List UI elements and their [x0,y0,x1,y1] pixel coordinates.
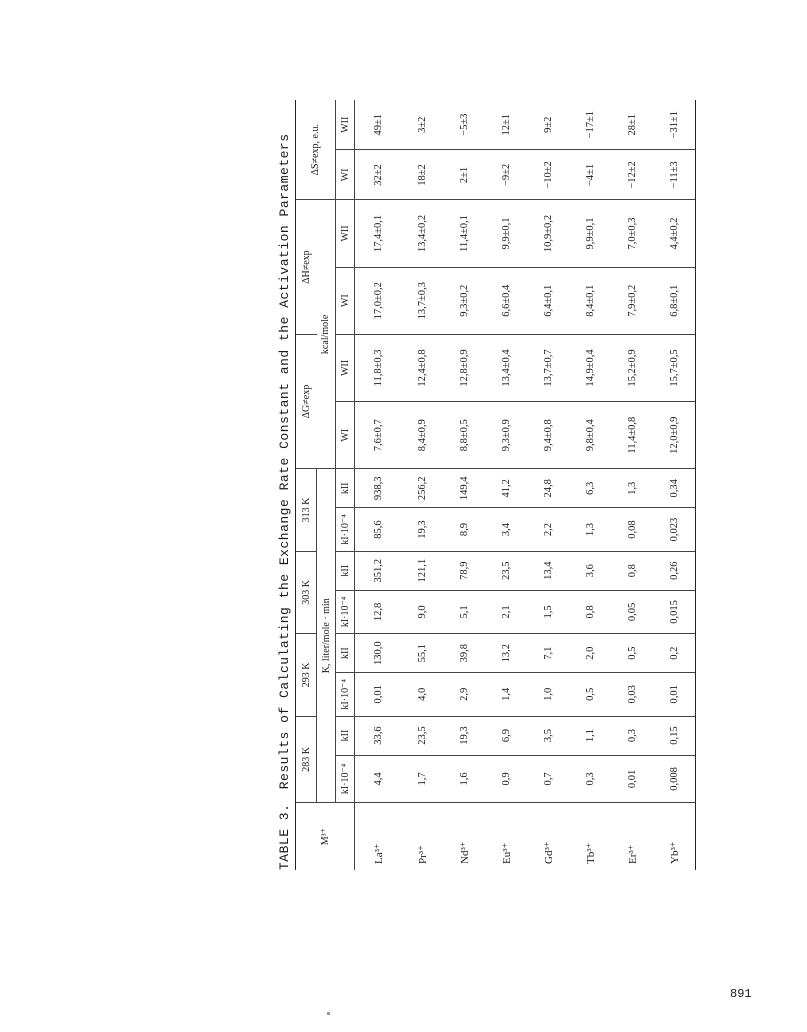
value-cell: 0,05 [611,590,653,633]
value-cell: 8,4±0,9 [401,402,443,469]
value-cell: 6,4±0,1 [527,267,569,334]
value-cell: 0,08 [611,508,653,551]
value-cell: 1,7 [401,755,443,803]
kcal-unit-header: kcal/mole [317,200,336,469]
table-label: TABLE 3. [277,803,292,870]
value-cell: 12,8±0,9 [443,334,485,401]
temp-header: 303 K [296,551,317,633]
scan-speck [327,1012,330,1015]
value-cell: 55,1 [401,634,443,673]
value-cell: 0,5 [611,634,653,673]
value-cell: −17±1 [569,100,611,150]
value-cell: 17,0±0,2 [355,267,402,334]
value-cell: 8,8±0,5 [443,402,485,469]
wi-header: WI [336,267,355,334]
ion-cell: Er³⁺ [626,844,639,864]
table-row [355,100,402,870]
value-cell: 2±1 [443,150,485,200]
value-cell: 12,0±0,9 [653,402,696,469]
value-cell: 7,6±0,7 [355,402,402,469]
value-cell: 6,9 [485,716,527,755]
value-cell: −12±2 [611,150,653,200]
ki-header: kI·10⁻⁴ [336,755,355,803]
table-row [527,100,569,870]
value-cell: 12,8 [355,590,402,633]
wi-header: WI [336,402,355,469]
temp-header: 293 K [296,634,317,716]
value-cell: 39,8 [443,634,485,673]
value-cell: 4,4±0,2 [653,200,696,267]
value-cell: 0,008 [653,755,696,803]
value-cell: 3,4 [485,508,527,551]
ion-cell: Tb³⁺ [584,842,597,864]
value-cell: 121,1 [401,551,443,590]
kii-header: kII [336,469,355,508]
wii-header: WII [336,334,355,401]
ion-header: M³⁺ [296,803,355,870]
value-cell: 149,4 [443,469,485,508]
value-cell: 13,4±0,4 [485,334,527,401]
value-cell: 0,34 [653,469,696,508]
value-cell: 2,0 [569,634,611,673]
table-body [355,100,696,870]
kii-header: kII [336,634,355,673]
value-cell: 9,3±0,9 [485,402,527,469]
table-row [443,100,485,870]
ion-cell: Eu³⁺ [500,842,513,864]
value-cell: 15,7±0,5 [653,334,696,401]
value-cell: −31±1 [653,100,696,150]
value-cell: 13,4±0,2 [401,200,443,267]
value-cell: 0,15 [653,716,696,755]
value-cell: 19,3 [443,716,485,755]
value-cell: 0,3 [569,755,611,803]
value-cell: 9,3±0,2 [443,267,485,334]
ion-cell: Pr³⁺ [416,845,429,864]
value-cell: 19,3 [401,508,443,551]
value-cell: 10,9±0,2 [527,200,569,267]
value-cell: 9,0 [401,590,443,633]
value-cell: 130,0 [355,634,402,673]
wi-header: WI [336,150,355,200]
value-cell: −9±2 [485,150,527,200]
value-cell: 5,1 [443,590,485,633]
value-cell: 23,5 [485,551,527,590]
value-cell: 0,3 [611,716,653,755]
value-cell: 24,8 [527,469,569,508]
value-cell: 4,4 [355,755,402,803]
wii-header: WII [336,100,355,150]
value-cell: 9±2 [527,100,569,150]
value-cell: 0,26 [653,551,696,590]
value-cell: 11,8±0,3 [355,334,402,401]
value-cell: 12±1 [485,100,527,150]
table-row [569,100,611,870]
value-cell: 0,01 [653,673,696,716]
value-cell: 0,8 [569,590,611,633]
results-table [295,100,696,870]
ki-header: kI·10⁻⁴ [336,508,355,551]
value-cell: 32±2 [355,150,402,200]
value-cell: 7,0±0,3 [611,200,653,267]
value-cell: 0,2 [653,634,696,673]
value-cell: 0,023 [653,508,696,551]
value-cell: 13,4 [527,551,569,590]
k-unit-header: K, liter/mole · min [317,469,336,803]
value-cell: 938,3 [355,469,402,508]
value-cell: 11,4±0,1 [443,200,485,267]
value-cell: 13,7±0,3 [401,267,443,334]
ds-header: ΔS≠exp, e.u. [296,100,336,200]
ki-header: kI·10⁻⁴ [336,673,355,716]
value-cell: 1,4 [485,673,527,716]
ion-cell: La³⁺ [355,803,402,870]
value-cell: 351,2 [355,551,402,590]
value-cell: 1,1 [569,716,611,755]
value-cell: 23,5 [401,716,443,755]
value-cell: 0,01 [355,673,402,716]
value-cell: 2,9 [443,673,485,716]
value-cell: 7,9±0,2 [611,267,653,334]
value-cell: 4,0 [401,673,443,716]
value-cell: 8,4±0,1 [569,267,611,334]
value-cell: 13,2 [485,634,527,673]
value-cell: 3±2 [401,100,443,150]
table-row [401,100,443,870]
kii-header: kII [336,551,355,590]
ion-cell: Yb³⁺ [653,803,696,870]
temp-header: 283 K [296,716,317,803]
temp-header: 313 K [296,469,317,551]
kii-header: kII [336,716,355,755]
value-cell: 18±2 [401,150,443,200]
value-cell: 0,5 [569,673,611,716]
value-cell: 6,6±0,4 [485,267,527,334]
value-cell: 3,5 [527,716,569,755]
wii-header: WII [336,200,355,267]
value-cell: 85,6 [355,508,402,551]
value-cell: 28±1 [611,100,653,150]
value-cell: 3,6 [569,551,611,590]
value-cell: 11,4±0,8 [611,402,653,469]
value-cell: 0,015 [653,590,696,633]
value-cell: 41,2 [485,469,527,508]
value-cell: 256,2 [401,469,443,508]
rotated-table-block [275,100,807,870]
ki-header: kI·10⁻⁴ [336,590,355,633]
value-cell: 78,9 [443,551,485,590]
value-cell: 1,3 [611,469,653,508]
value-cell: 13,7±0,7 [527,334,569,401]
value-cell: 2,1 [485,590,527,633]
value-cell: 9,9±0,1 [485,200,527,267]
value-cell: 1,5 [527,590,569,633]
value-cell: 9,9±0,1 [569,200,611,267]
dh-header: ΔH≠exp [296,200,317,334]
ion-cell: Nd³⁺ [458,841,471,864]
value-cell: 6,8±0,1 [653,267,696,334]
value-cell: 7,1 [527,634,569,673]
table-row [653,100,696,870]
value-cell: 12,4±0,8 [401,334,443,401]
value-cell: 0,9 [485,755,527,803]
page-number: 891 [730,987,752,1001]
value-cell: 49±1 [355,100,402,150]
value-cell: −10±2 [527,150,569,200]
value-cell: 17,4±0,1 [355,200,402,267]
table-row [485,100,527,870]
value-cell: 14,9±0,4 [569,334,611,401]
value-cell: 2,2 [527,508,569,551]
value-cell: 0,7 [527,755,569,803]
table-caption [277,127,292,870]
value-cell: 33,6 [355,716,402,755]
value-cell: 15,2±0,9 [611,334,653,401]
value-cell: 0,03 [611,673,653,716]
value-cell: −11±3 [653,150,696,200]
value-cell: 9,4±0,8 [527,402,569,469]
value-cell: 1,0 [527,673,569,716]
value-cell: −5±3 [443,100,485,150]
value-cell: 9,8±0,4 [569,402,611,469]
ion-cell: Gd³⁺ [542,841,555,864]
value-cell: 0,01 [611,755,653,803]
value-cell: −4±1 [569,150,611,200]
value-cell: 1,3 [569,508,611,551]
value-cell: 8,9 [443,508,485,551]
dg-header: ΔG≠exp [296,334,317,468]
value-cell: 1,6 [443,755,485,803]
value-cell: 6,3 [569,469,611,508]
table-title: Results of Calculating the Exchange Rate Constant and the Activation Parameters [277,133,292,790]
table-row [611,100,653,870]
value-cell: 0,8 [611,551,653,590]
